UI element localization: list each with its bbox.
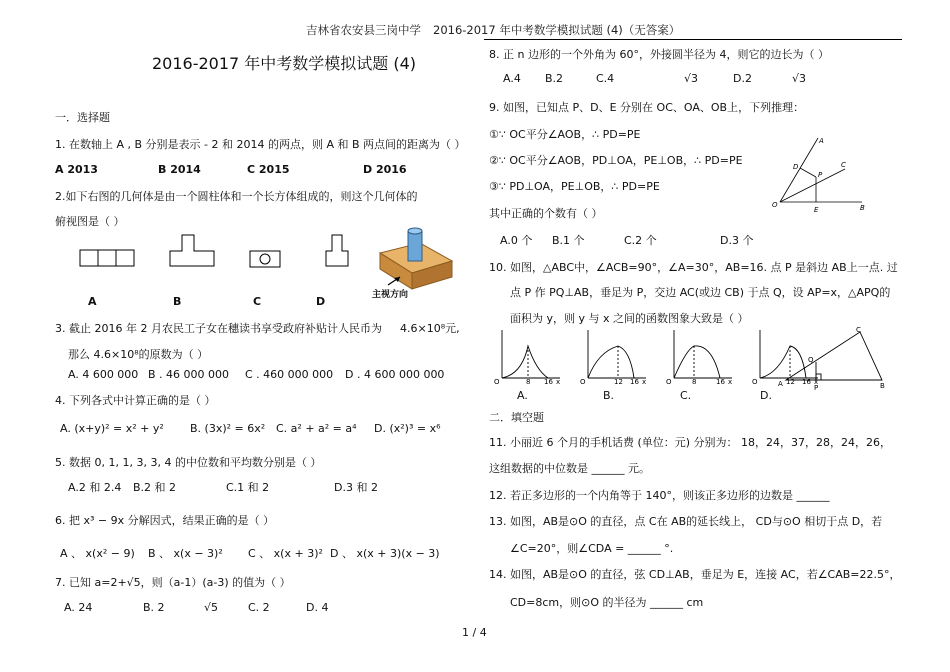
q12-text: 12. 若正多边形的一个内角等于 140°，则该正多边形的边数是 ______: [489, 489, 830, 502]
q3-option-a: A. 4 600 000: [68, 368, 139, 381]
q7-option-d: D. 4: [306, 601, 329, 614]
q4-text: 4. 下列各式中计算正确的是（ ）: [55, 394, 216, 407]
q9-question: 其中正确的个数有（ ）: [489, 207, 603, 220]
q6-option-c: C 、 x(x + 3)²: [248, 547, 323, 560]
solid-figure: [380, 228, 452, 289]
q3-option-d: D . 4 600 000 000: [345, 368, 445, 381]
q13-line2: ∠C=20°，则∠CDA = ______ °.: [510, 542, 674, 555]
q9-option-b: B.1 个: [552, 234, 585, 247]
q8-option-d-root: √3: [792, 72, 807, 85]
graph-d-origin: O: [752, 378, 758, 386]
fig10-label-q: Q: [808, 356, 814, 364]
graph-c-origin: O: [666, 378, 672, 386]
q2-label-b: B: [173, 295, 182, 308]
view-a-cell-1: [80, 250, 98, 266]
q2-top-view-figures: [70, 225, 470, 300]
fig9-label-b: B: [860, 204, 865, 212]
q1-option-b: B 2014: [158, 163, 201, 176]
fig10-label-p: P: [814, 384, 819, 392]
fig9-label-a: A: [819, 137, 824, 145]
graph-c-tick-8: 8: [692, 378, 697, 386]
q4-option-a: A. (x+y)² = x² + y²: [60, 422, 164, 435]
q6-option-a: A 、 x(x² − 9): [60, 547, 135, 560]
q10-graph-label-a: A.: [517, 389, 528, 402]
q7-option-a: A. 24: [64, 601, 93, 614]
fig9-label-c: C: [841, 161, 846, 169]
graph-d-x: x: [814, 378, 819, 386]
q10-line1: 10. 如图，△ABC中，∠ACB=90°，∠A=30°，AB=16. 点 P 是斜边 AB上一点. 过: [489, 261, 898, 274]
graph-d-tick-12: 12: [786, 378, 795, 386]
graph-c-x: x: [728, 378, 733, 386]
q1-option-d: D 2016: [363, 163, 407, 176]
view-c-rect: [250, 251, 280, 267]
graph-a: [502, 330, 560, 378]
q2-line1: 2.如下右图的几何体是由一个圆柱体和一个长方体组成的，则这个几何体的: [55, 190, 418, 203]
graph-c: [674, 330, 732, 378]
q4-option-c: C. a² + a² = a⁴: [276, 422, 357, 435]
q2-view-direction: 主视方向: [372, 290, 409, 300]
fig10-label-b: B: [880, 382, 885, 390]
q9-text: 9. 如图，已知点 P、D、E 分别在 OC、OA、OB上，下列推理：: [489, 101, 805, 114]
fig9-label-d: D: [793, 163, 799, 171]
q6-text: 6. 把 x³ − 9x 分解因式，结果正确的是（ ）: [55, 514, 275, 527]
q11-line1: 11. 小丽近 6 个月的手机话费 (单位：元) 分别为： 18，24，37，28，24，26，: [489, 436, 892, 449]
fig10-label-c: C: [856, 326, 861, 334]
q9-reason-2: ②∵ OC平分∠AOB，PD⊥OA，PE⊥OB，∴ PD=PE: [489, 154, 743, 167]
q1-text: 1. 在数轴上 A , B 分别是表示 - 2 和 2014 的两点，则 A 和 B 两点间的距离为（ ）: [55, 138, 466, 151]
fig9-label-o: O: [772, 201, 778, 209]
graph-a-tick-16: 16: [544, 378, 553, 386]
q8-text: 8. 正 n 边形的一个外角为 60°，外接圆半径为 4，则它的边长为（ ）: [489, 48, 829, 61]
q13-line1: 13. 如图，AB是⊙O 的直径，点 C在 AB的延长线上， CD与⊙O 相切于点 D，若: [489, 515, 883, 528]
view-a-cell-2: [98, 250, 116, 266]
section-fill: 二．填空题: [489, 411, 544, 424]
fig10-label-a: A: [778, 380, 783, 388]
view-d-shape: [326, 235, 348, 266]
q2-line2: 俯视图是（ ）: [55, 215, 125, 228]
graph-d: [760, 330, 818, 378]
q11-line2: 这组数据的中位数是 ______ 元。: [489, 462, 650, 475]
q10-line3: 面积为 y，则 y 与 x 之间的函数图象大致是（ ）: [510, 312, 749, 325]
graph-b-tick-12: 12: [614, 378, 623, 386]
q4-option-b: B. (3x)² = 6x²: [190, 422, 266, 435]
q7-text: 7. 已知 a=2+√5，则（a-1）(a-3) 的值为（ ）: [55, 576, 291, 589]
page-number: 1 / 4: [462, 626, 487, 639]
header-rule: [484, 39, 902, 40]
header-doc-title: 2016-2017 年中考数学模拟试题 (4)（无答案）: [433, 23, 681, 37]
q5-option-b: B.2 和 2: [133, 481, 177, 494]
q1-option-a: A 2013: [55, 163, 98, 176]
q7-option-c: C. 2: [248, 601, 270, 614]
graph-b: [588, 330, 646, 378]
graph-d-tick-16: 16: [802, 378, 811, 386]
q1-option-c: C 2015: [247, 163, 290, 176]
q8-option-b: B.2: [545, 72, 564, 85]
q10-graph-label-d: D.: [760, 389, 772, 402]
view-c-circle: [260, 254, 270, 264]
q14-line1: 14. 如图，AB是⊙O 的直径，弦 CD⊥AB，垂足为 E，连接 AC，若∠CAB=22.5°，: [489, 568, 901, 581]
q9-option-d: D.3 个: [720, 234, 754, 247]
q9-reason-3: ③∵ PD⊥OA，PE⊥OB，∴ PD=PE: [489, 180, 660, 193]
q3-option-c: C . 460 000 000: [245, 368, 334, 381]
q7-option-b: B. 2: [143, 601, 165, 614]
fig9-label-e: E: [814, 206, 819, 214]
q10-graph-label-c: C.: [680, 389, 692, 402]
graph-a-tick-8: 8: [526, 378, 531, 386]
q9-option-c: C.2 个: [624, 234, 657, 247]
graph-c-tick-16: 16: [716, 378, 725, 386]
q8-option-c: C.4: [596, 72, 615, 85]
q3-value: 4.6×10⁸元,: [400, 322, 460, 335]
q3-line1: 3. 截止 2016 年 2 月农民工子女在穗读书享受政府补贴计人民币为: [55, 322, 382, 335]
page-title: 2016-2017 年中考数学模拟试题 (4): [152, 54, 417, 73]
q6-option-b: B 、 x(x − 3)²: [148, 547, 223, 560]
q5-text: 5. 数据 0, 1, 1, 3, 3, 4 的中位数和平均数分别是（ ）: [55, 456, 322, 469]
q9-option-a: A.0 个: [500, 234, 533, 247]
view-a-cell-3: [116, 250, 134, 266]
fig9-label-p: P: [818, 171, 823, 179]
q8-option-d: D.2: [733, 72, 752, 85]
graph-a-origin: O: [494, 378, 500, 386]
q3-option-b: B . 46 000 000: [148, 368, 230, 381]
graph-b-tick-16: 16: [630, 378, 639, 386]
q5-option-d: D.3 和 2: [334, 481, 378, 494]
q4-option-d: D. (x²)³ = x⁶: [374, 422, 441, 435]
graph-b-x: x: [642, 378, 647, 386]
graph-a-x: x: [556, 378, 561, 386]
q10-graph-label-b: B.: [603, 389, 615, 402]
q6-option-d: D 、 x(x + 3)(x − 3): [330, 547, 440, 560]
q5-option-a: A.2 和 2.4: [68, 481, 122, 494]
q3-line2: 那么 4.6×10⁸的原数为（ ）: [68, 348, 209, 361]
header-school: 吉林省农安县三岗中学: [306, 23, 421, 37]
view-b-shape: [170, 235, 214, 266]
q2-label-a: A: [88, 295, 97, 308]
q2-label-d: D: [316, 295, 326, 308]
q9-figure: [770, 135, 870, 217]
q10-line2: 点 P 作 PQ⊥AB，垂足为 P，交边 AC(或边 CB) 于点 Q，设 AP=x，△APQ的: [510, 286, 891, 299]
q8-option-c-root: √3: [684, 72, 699, 85]
q5-option-c: C.1 和 2: [226, 481, 270, 494]
q14-line2: CD=8cm，则⊙O 的半径为 ______ cm: [510, 596, 704, 609]
section-choice: 一．选择题: [55, 111, 110, 124]
q9-reason-1: ①∵ OC平分∠AOB，∴ PD=PE: [489, 128, 641, 141]
q8-option-a: A.4: [503, 72, 521, 85]
graph-b-origin: O: [580, 378, 586, 386]
q7-option-b-root: √5: [204, 601, 219, 614]
q2-label-c: C: [253, 295, 262, 308]
